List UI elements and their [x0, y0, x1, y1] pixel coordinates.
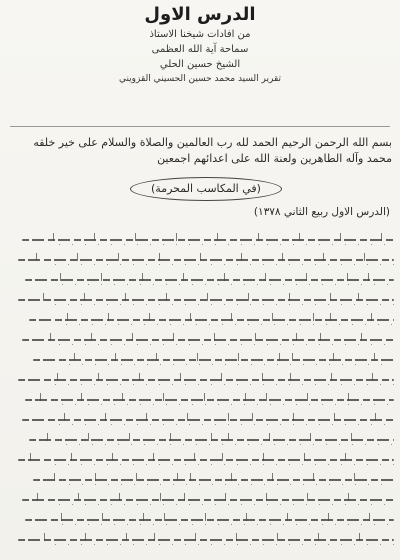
- handwritten-line: [6, 530, 394, 550]
- page-title: الدرس الاول: [144, 4, 256, 25]
- ink-stroke-vertical: [160, 493, 162, 501]
- ink-stroke-vertical: [74, 353, 76, 361]
- ink-stroke-vertical: [36, 253, 38, 261]
- ink-stroke-vertical: [101, 273, 103, 281]
- ink-stroke-vertical: [194, 453, 196, 461]
- ink-stroke-vertical: [290, 373, 292, 381]
- ink-stroke-vertical: [330, 313, 332, 321]
- ink-stroke-vertical: [57, 373, 59, 381]
- ink-dots: [66, 444, 394, 445]
- handwritten-line: [6, 510, 394, 530]
- ink-stroke-vertical: [205, 513, 207, 521]
- ink-dots: [69, 364, 394, 365]
- handwritten-line: [6, 290, 394, 310]
- ink-stroke-vertical: [252, 413, 254, 421]
- handwritten-line: [6, 310, 394, 330]
- ink-stroke-vertical: [85, 533, 87, 541]
- ink-stroke-vertical: [310, 433, 312, 441]
- ink-stroke-vertical: [126, 533, 128, 541]
- ink-stroke: [18, 379, 394, 381]
- ink-stroke-vertical: [67, 313, 69, 321]
- ink-stroke-vertical: [47, 433, 49, 441]
- ink-stroke-vertical: [197, 353, 199, 361]
- ink-stroke-vertical: [195, 533, 197, 541]
- ink-stroke-vertical: [331, 373, 333, 381]
- ink-stroke-vertical: [184, 493, 186, 501]
- ink-stroke-vertical: [262, 373, 264, 381]
- ink-stroke-vertical: [132, 333, 134, 341]
- ink-stroke-vertical: [30, 453, 32, 461]
- ink-stroke-vertical: [333, 353, 335, 361]
- ink-stroke-vertical: [61, 513, 63, 521]
- header-block: [40, 4, 360, 87]
- ink-stroke-vertical: [245, 393, 247, 401]
- handwritten-line: [6, 490, 394, 510]
- ink-stroke-vertical: [293, 413, 295, 421]
- ink-stroke-vertical: [241, 253, 243, 261]
- ink-stroke-vertical: [98, 373, 100, 381]
- ink-stroke-vertical: [248, 293, 250, 301]
- ink-stroke-vertical: [265, 273, 267, 281]
- ink-stroke-vertical: [177, 473, 179, 481]
- ink-dots: [59, 424, 394, 425]
- ink-stroke-vertical: [153, 453, 155, 461]
- ink-stroke-vertical: [163, 393, 165, 401]
- handwritten-body: [6, 230, 394, 552]
- ink-stroke-vertical: [372, 373, 374, 381]
- ink-stroke-vertical: [307, 393, 309, 401]
- ink-stroke-vertical: [217, 233, 219, 241]
- handwritten-line: [6, 230, 394, 250]
- ink-stroke-vertical: [313, 313, 315, 321]
- ink-stroke-vertical: [54, 473, 56, 481]
- ink-stroke: [25, 519, 394, 521]
- ink-stroke-vertical: [115, 353, 117, 361]
- ink-dots: [62, 524, 394, 525]
- ink-dots: [62, 404, 394, 405]
- ink-stroke-vertical: [105, 413, 107, 421]
- handwritten-line: [6, 350, 394, 370]
- ink-stroke-vertical: [112, 453, 114, 461]
- ink-stroke-vertical: [306, 273, 308, 281]
- ink-stroke-vertical: [279, 353, 281, 361]
- ink-stroke-vertical: [272, 313, 274, 321]
- ink-stroke-vertical: [313, 473, 315, 481]
- ink-stroke-vertical: [269, 433, 271, 441]
- ink-stroke-vertical: [228, 413, 230, 421]
- ink-stroke-vertical: [374, 353, 376, 361]
- ink-stroke-vertical: [348, 493, 350, 501]
- ink-stroke-vertical: [94, 233, 96, 241]
- ink-stroke-vertical: [266, 393, 268, 401]
- ink-stroke: [22, 239, 394, 241]
- ink-stroke-vertical: [108, 313, 110, 321]
- handwritten-line: [6, 270, 394, 290]
- ink-stroke-vertical: [228, 433, 230, 441]
- ink-dots: [66, 324, 394, 325]
- ink-stroke-vertical: [296, 333, 298, 341]
- ink-stroke-vertical: [289, 293, 291, 301]
- ink-stroke-vertical: [222, 453, 224, 461]
- ink-stroke-vertical: [119, 493, 121, 501]
- ink-stroke-vertical: [154, 533, 156, 541]
- ink-stroke-vertical: [381, 233, 383, 241]
- ink-stroke-vertical: [320, 333, 322, 341]
- handwritten-line: [6, 410, 394, 430]
- ink-stroke-vertical: [146, 413, 148, 421]
- ink-stroke-vertical: [371, 313, 373, 321]
- ink-stroke-vertical: [139, 373, 141, 381]
- ink-stroke-vertical: [347, 273, 349, 281]
- handwritten-line: [6, 330, 394, 350]
- ink-stroke-vertical: [340, 233, 342, 241]
- handwritten-line: [6, 250, 394, 270]
- ink-stroke: [22, 339, 394, 341]
- ink-stroke-vertical: [40, 393, 42, 401]
- ink-stroke-vertical: [323, 253, 325, 261]
- ink-stroke-vertical: [164, 513, 166, 521]
- ink-stroke-vertical: [277, 533, 279, 541]
- ink-dots: [69, 484, 394, 485]
- ink-dots: [55, 264, 394, 265]
- ink-stroke: [18, 539, 394, 541]
- ink-stroke-vertical: [204, 393, 206, 401]
- ink-stroke-vertical: [77, 253, 79, 261]
- ink-stroke-vertical: [334, 413, 336, 421]
- handwritten-line: [6, 370, 394, 390]
- ink-stroke: [22, 419, 394, 421]
- ink-stroke-vertical: [118, 253, 120, 261]
- ink-stroke-vertical: [166, 293, 168, 301]
- ink-stroke-vertical: [272, 473, 274, 481]
- ink-stroke-vertical: [364, 253, 366, 261]
- handwritten-line: [6, 390, 394, 410]
- handwritten-line: [6, 470, 394, 490]
- ink-dots: [59, 244, 394, 245]
- ink-stroke-vertical: [173, 333, 175, 341]
- ink-dots: [55, 304, 394, 305]
- header-line-2: سماحة آية الله العظمى: [151, 44, 249, 55]
- ink-stroke-vertical: [122, 393, 124, 401]
- header-divider: [10, 126, 390, 127]
- ink-stroke-vertical: [211, 433, 213, 441]
- ink-dots: [55, 544, 394, 545]
- ink-stroke-vertical: [361, 333, 363, 341]
- ink-stroke: [18, 259, 394, 261]
- ink-stroke-vertical: [88, 433, 90, 441]
- ink-stroke: [25, 279, 394, 281]
- ink-stroke-vertical: [282, 253, 284, 261]
- lesson-label: (الدرس الاول ربيع الثاني ١٣٧٨): [253, 206, 390, 218]
- ink-stroke-vertical: [156, 353, 158, 361]
- ink-stroke-vertical: [266, 493, 268, 501]
- ink-stroke-vertical: [354, 473, 356, 481]
- ink-stroke-vertical: [207, 293, 209, 301]
- section-title: (في المكاسب المحرمة): [130, 177, 282, 201]
- ink-dots: [59, 344, 394, 345]
- ink-stroke-vertical: [287, 513, 289, 521]
- ink-stroke: [33, 479, 394, 481]
- ink-stroke: [18, 459, 394, 461]
- ink-stroke-vertical: [328, 513, 330, 521]
- ink-stroke-vertical: [231, 473, 233, 481]
- ink-stroke-vertical: [143, 513, 145, 521]
- header-line-4: تقرير السيد محمد حسين الحسيني القزويني: [118, 74, 282, 84]
- ink-stroke-vertical: [231, 313, 233, 321]
- ink-stroke-vertical: [224, 273, 226, 281]
- handwritten-line: [6, 430, 394, 450]
- header-line-3: الشيخ حسين الحلي: [159, 59, 241, 70]
- ink-stroke-vertical: [304, 453, 306, 461]
- ink-stroke-vertical: [292, 353, 294, 361]
- ink-stroke-vertical: [238, 353, 240, 361]
- ink-stroke-vertical: [307, 493, 309, 501]
- ink-stroke-vertical: [359, 533, 361, 541]
- ink-stroke-vertical: [318, 533, 320, 541]
- ink-stroke-vertical: [299, 233, 301, 241]
- ink-stroke-vertical: [214, 333, 216, 341]
- ink-stroke-vertical: [91, 333, 93, 341]
- ink-stroke-vertical: [190, 313, 192, 321]
- ink-stroke-vertical: [136, 473, 138, 481]
- ink-stroke-vertical: [129, 433, 131, 441]
- ink-stroke-vertical: [221, 373, 223, 381]
- ink-stroke-vertical: [190, 473, 192, 481]
- ink-stroke-vertical: [351, 433, 353, 441]
- ink-stroke-vertical: [50, 333, 52, 341]
- ink-stroke-vertical: [81, 393, 83, 401]
- ink-stroke-vertical: [53, 233, 55, 241]
- ink-stroke-vertical: [71, 453, 73, 461]
- ink-dots: [62, 284, 394, 285]
- ink-stroke-vertical: [345, 453, 347, 461]
- ink-stroke-vertical: [200, 253, 202, 261]
- ink-stroke-vertical: [159, 253, 161, 261]
- ink-dots: [55, 384, 394, 385]
- ink-stroke-vertical: [170, 433, 172, 441]
- handwritten-line: [6, 450, 394, 470]
- ink-stroke-vertical: [176, 233, 178, 241]
- ink-stroke-vertical: [236, 533, 238, 541]
- header-line-1: من افادات شيخنا الاستاذ: [149, 29, 251, 40]
- ink-stroke-vertical: [375, 413, 377, 421]
- ink-stroke-vertical: [149, 313, 151, 321]
- ink-stroke-vertical: [255, 333, 257, 341]
- ink-stroke-vertical: [64, 413, 66, 421]
- ink-stroke-vertical: [60, 273, 62, 281]
- ink-stroke: [29, 319, 394, 321]
- ink-stroke-vertical: [135, 233, 137, 241]
- ink-stroke-vertical: [330, 293, 332, 301]
- ink-stroke-vertical: [369, 513, 371, 521]
- ink-stroke-vertical: [37, 493, 39, 501]
- ink-stroke-vertical: [225, 493, 227, 501]
- ink-stroke-vertical: [348, 393, 350, 401]
- ink-stroke-vertical: [263, 453, 265, 461]
- ink-stroke-vertical: [368, 273, 370, 281]
- ink-stroke-vertical: [183, 273, 185, 281]
- ink-stroke-vertical: [187, 413, 189, 421]
- ink-stroke-vertical: [78, 493, 80, 501]
- ink-stroke-vertical: [180, 373, 182, 381]
- ink-stroke-vertical: [95, 473, 97, 481]
- ink-stroke-vertical: [44, 533, 46, 541]
- ink-stroke-vertical: [102, 513, 104, 521]
- ink-dots: [59, 504, 394, 505]
- ink-stroke-vertical: [142, 273, 144, 281]
- ink-stroke-vertical: [84, 293, 86, 301]
- ink-stroke-vertical: [43, 293, 45, 301]
- ink-stroke-vertical: [246, 513, 248, 521]
- ink-stroke-vertical: [258, 233, 260, 241]
- ink-stroke: [33, 359, 394, 361]
- ink-stroke-vertical: [125, 293, 127, 301]
- opening-invocation: بسم الله الرحمن الرحيم الحمد لله رب العالمين والصلاة والسلام على خير خلقه محمد وآله الطاهرين ولعنة الله على اعدائهم اجمعين: [33, 136, 392, 165]
- ink-stroke-vertical: [358, 293, 360, 301]
- ink-dots: [55, 464, 394, 465]
